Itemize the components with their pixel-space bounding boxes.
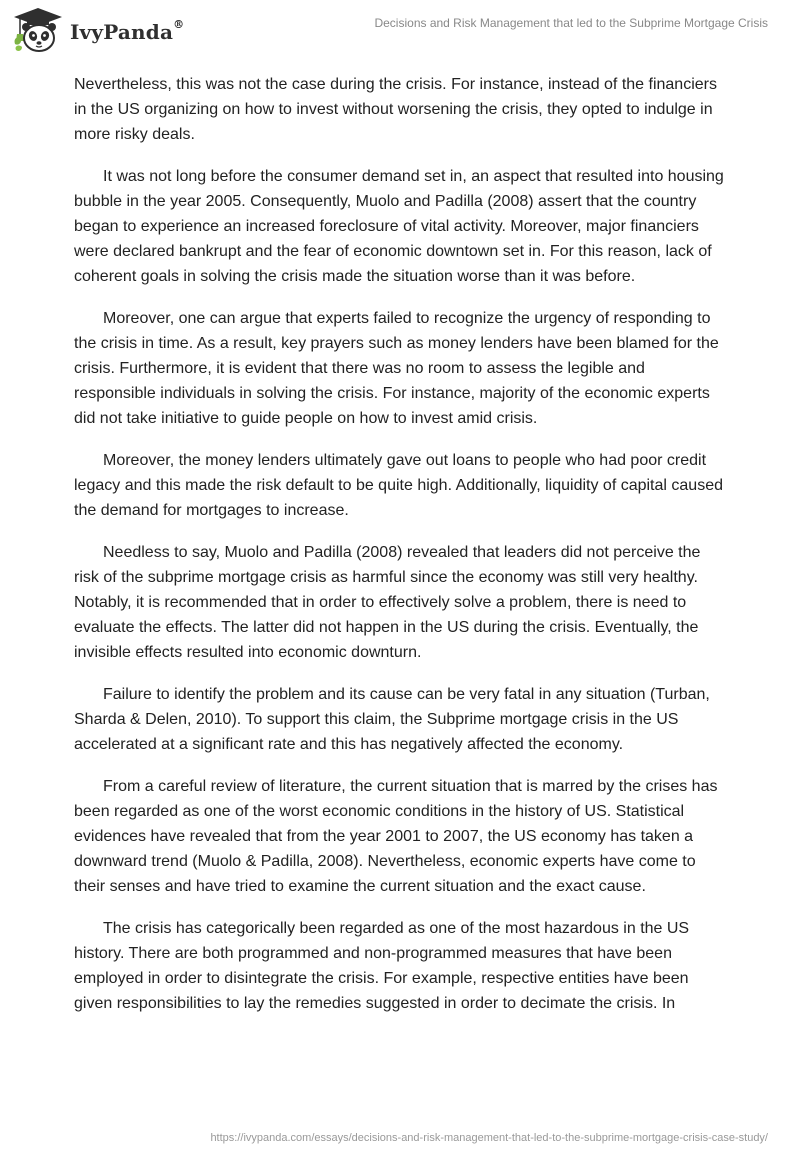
paragraph: Nevertheless, this was not the case during the crisis. For instance, instead of the financiers in the US organizing on how to invest without worsening the crisis, they opted to indulge in more risky deals. (74, 76, 717, 143)
paragraph: Moreover, the money lenders ultimately gave out loans to people who had poor credit legacy and this made the risk default to be quite high. Additionally, liquidity of capital caused the demand for mortgages to increase. (74, 452, 723, 519)
document-title: Decisions and Risk Management that led to the Subprime Mortgage Crisis (374, 16, 768, 30)
source-url[interactable]: https://ivypanda.com/essays/decisions-and-risk-management-that-led-to-the-subprime-mortgage-crisis-case-study/ (210, 1132, 768, 1144)
brand-name (70, 20, 184, 44)
paragraph: Failure to identify the problem and its cause can be very fatal in any situation (Turban, Sharda & Delen, 2010). To support this claim, the Subprime mortgage crisis in the US accelerated at a significant rate and this has negatively affected the economy. (74, 686, 710, 753)
brand-name-text: IvyPanda (70, 20, 174, 44)
paragraph: Moreover, one can argue that experts failed to recognize the urgency of responding to the crisis in time. As a result, key prayers such as money lenders have been blamed for the crisis. Furthermore, it is evident that there was no room to assess the legible and responsible individuals in solving the crisis. For instance, majority of the economic experts did not take initiative to guide people on how to invest amid crisis. (74, 310, 719, 427)
panda-graduation-icon (12, 6, 64, 54)
essay-body (74, 72, 726, 1033)
paragraph: From a careful review of literature, the current situation that is marred by the crises has been regarded as one of the worst economic conditions in the history of US. Statistical evidences have revealed that from the year 2001 to 2007, the US economy has taken a downward trend (Muolo & Padilla, 2008). Nevertheless, economic experts have come to their senses and have tried to examine the current situation and the exact cause. (74, 778, 718, 895)
ivypanda-logo[interactable] (12, 6, 184, 54)
paragraph: It was not long before the consumer demand set in, an aspect that resulted into housing bubble in the year 2005. Consequently, Muolo and Padilla (2008) assert that the country began to experience an increased foreclosure of vital activity. Moreover, major financiers were declared bankrupt and the fear of economic downtown set in. For this reason, lack of coherent goals in solving the crisis made the situation worse than it was before. (74, 168, 724, 285)
page-header (0, 0, 800, 60)
registered-mark: ® (173, 18, 185, 31)
paragraph: Needless to say, Muolo and Padilla (2008) revealed that leaders did not perceive the risk of the subprime mortgage crisis as harmful since the economy was still very healthy. Notably, it is recommended that in order to effectively solve a problem, there is need to evaluate the effects. The latter did not happen in the US during the crisis. Eventually, the invisible effects resulted into economic downturn. (74, 544, 701, 661)
paragraph: The crisis has categorically been regarded as one of the most hazardous in the US history. There are both programmed and non-programmed measures that have been employed in order to disintegrate the crisis. For example, respective entities have been given responsibilities to lay the remedies suggested in order to decimate the crisis. In (74, 920, 690, 1012)
